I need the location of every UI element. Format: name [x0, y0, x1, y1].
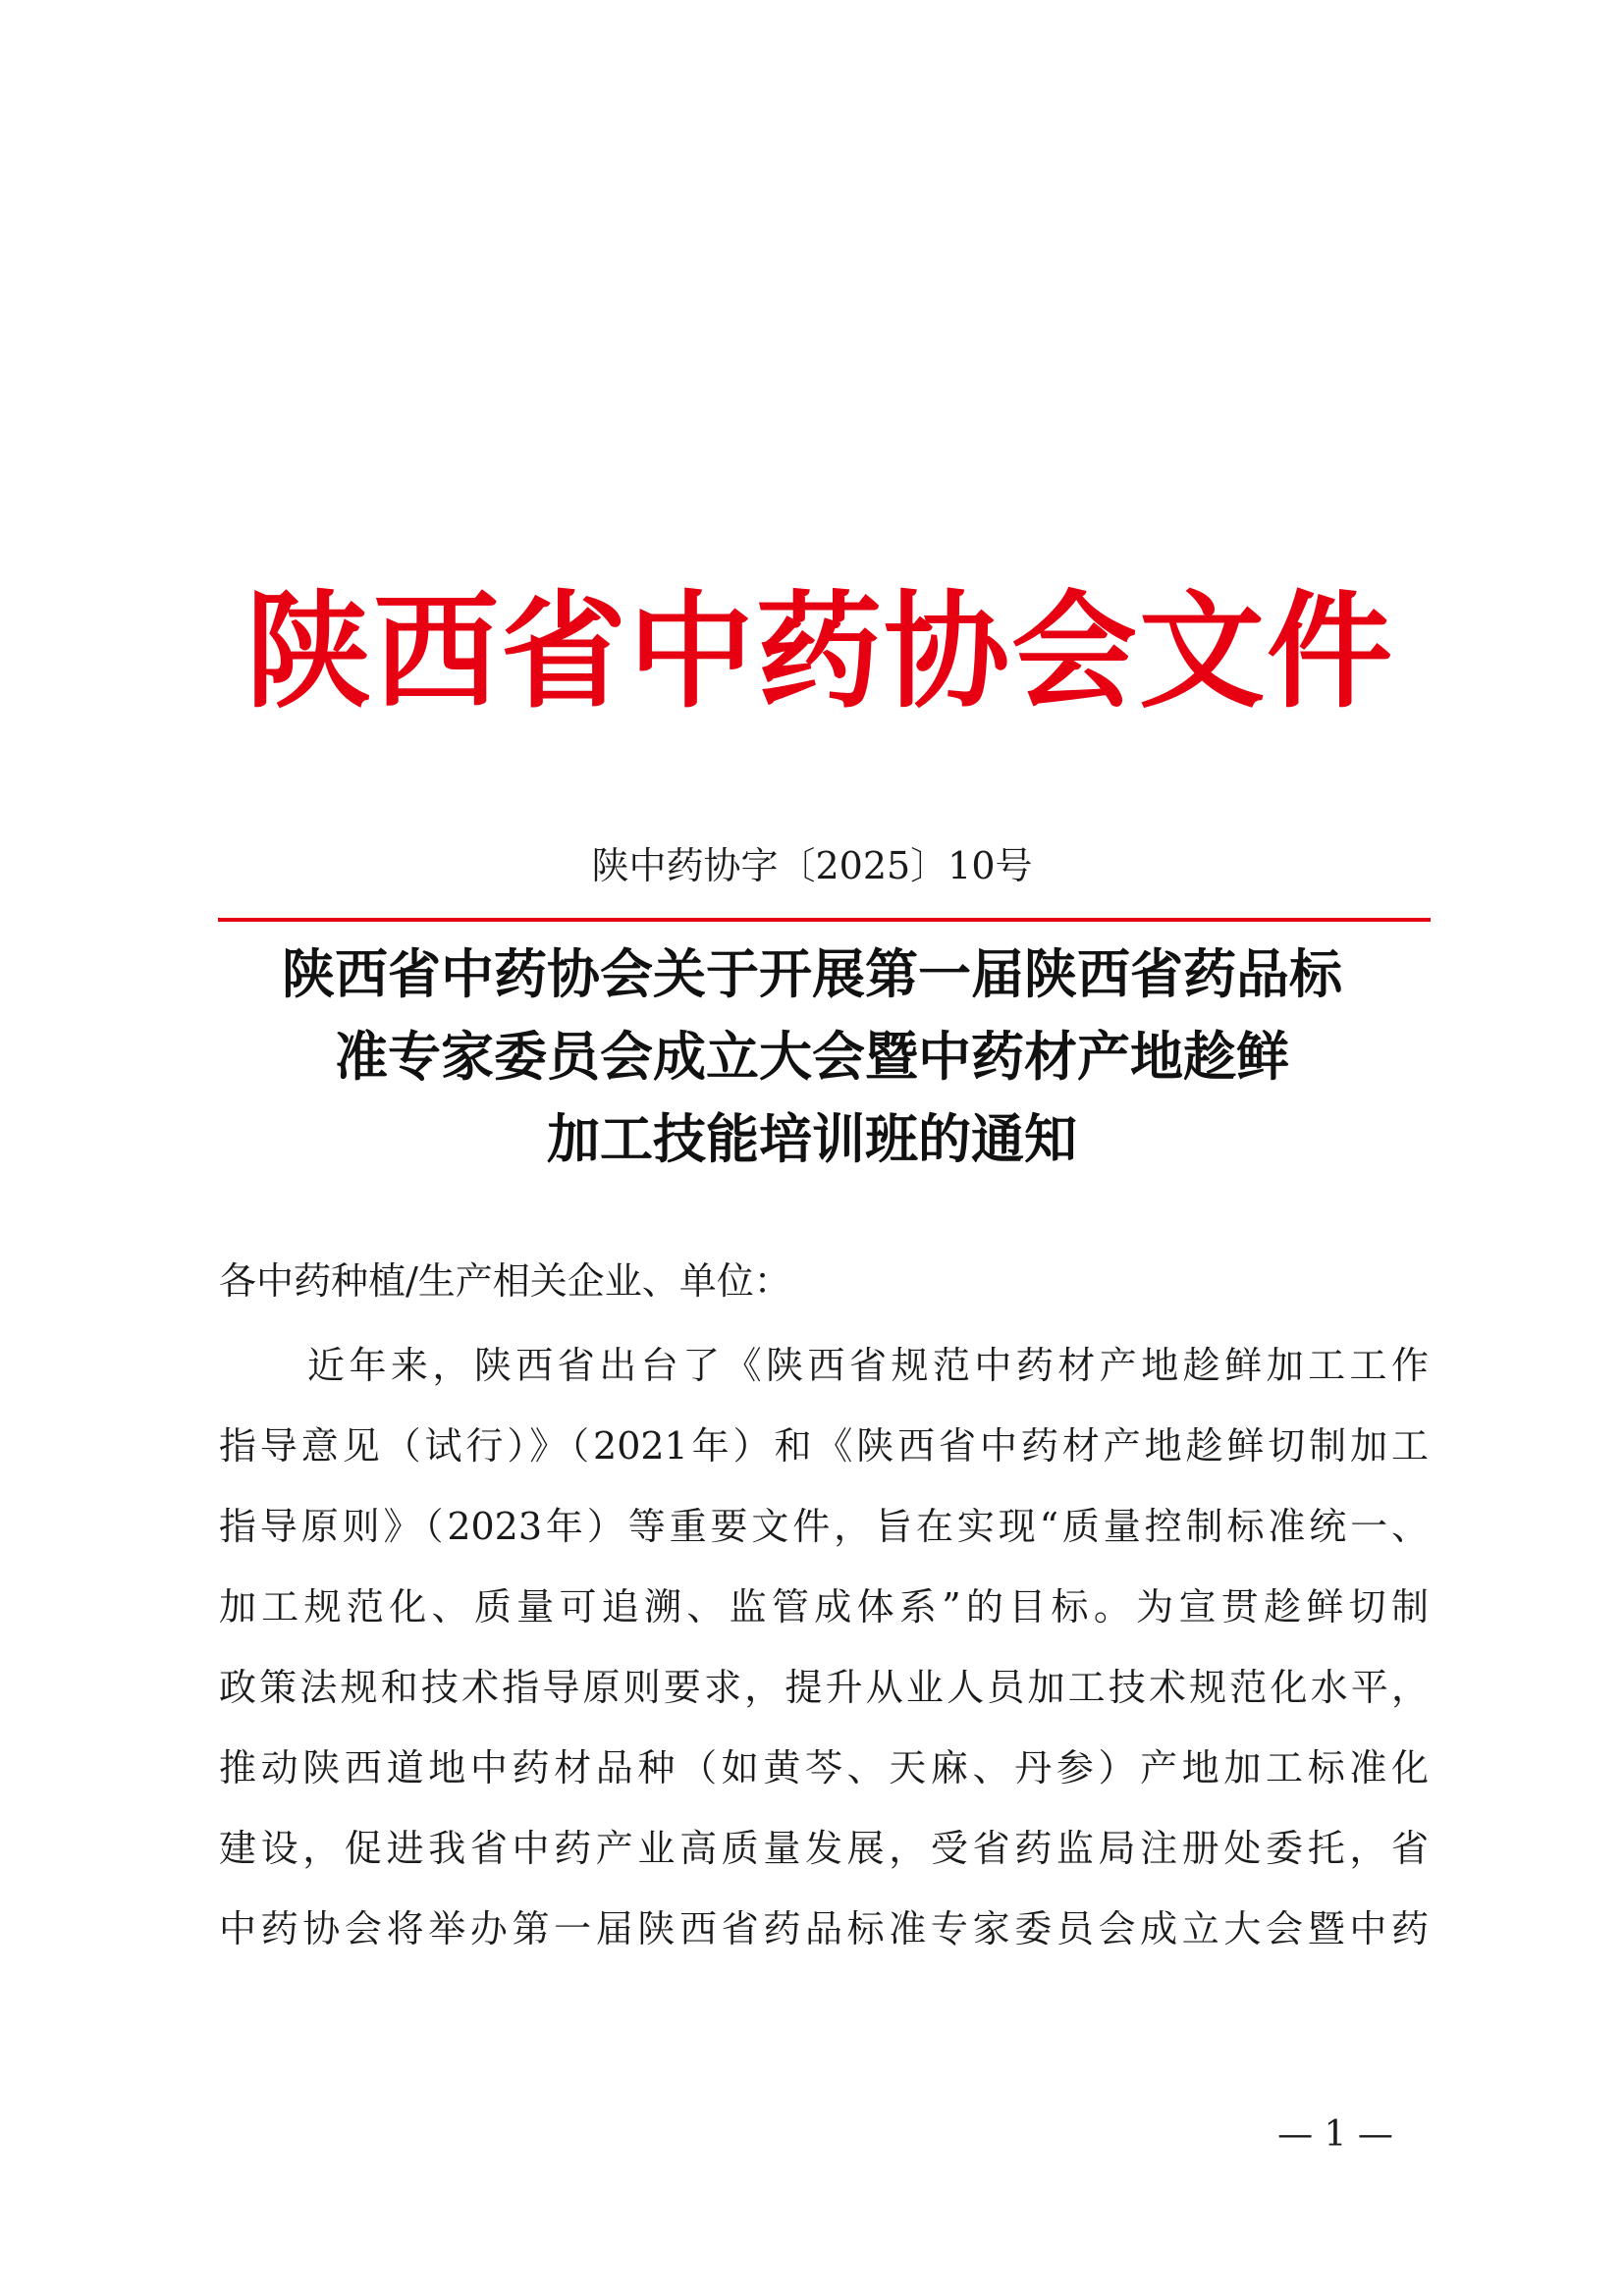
body-line: 指导原则》（2023年）等重要文件，旨在实现“质量控制标准统一、	[219, 1505, 1429, 1548]
body-line: 建设，促进我省中药产业高质量发展，受省药监局注册处委托，省	[219, 1827, 1429, 1870]
body-paragraph	[219, 1325, 1429, 1969]
body-line: 加工规范化、质量可追溯、监管成体系”的目标。为宣贯趁鲜切制	[219, 1585, 1429, 1629]
salutation: 各中药种植/生产相关企业、单位：	[219, 1259, 791, 1303]
body-line: 中药协会将举办第一届陕西省药品标准专家委员会成立大会暨中药	[219, 1907, 1429, 1950]
notice-title-line: 陕西省中药协会关于开展第一届陕西省药品标	[282, 942, 1342, 1005]
issuer-red-header: 陕西省中药协会文件	[244, 579, 1394, 725]
page-number: — 1 —	[1277, 2114, 1393, 2155]
notice-title-line: 准专家委员会成立大会暨中药材产地趁鲜	[335, 1025, 1289, 1088]
body-line: 指导意见（试行）》（2021年）和《陕西省中药材产地趁鲜切制加工	[219, 1424, 1429, 1468]
notice-title	[196, 933, 1428, 1180]
body-line: 近年来，陕西省出台了《陕西省规范中药材产地趁鲜加工工作	[307, 1344, 1429, 1387]
notice-title-line: 加工技能培训班的通知	[547, 1107, 1077, 1170]
red-divider-line	[218, 918, 1431, 922]
body-line: 推动陕西道地中药材品种（如黄芩、天麻、丹参）产地加工标准化	[219, 1746, 1429, 1789]
body-line: 政策法规和技术指导原则要求，提升从业人员加工技术规范化水平，	[219, 1666, 1429, 1709]
document-number: 陕中药协字〔2025〕10号	[591, 844, 1033, 887]
